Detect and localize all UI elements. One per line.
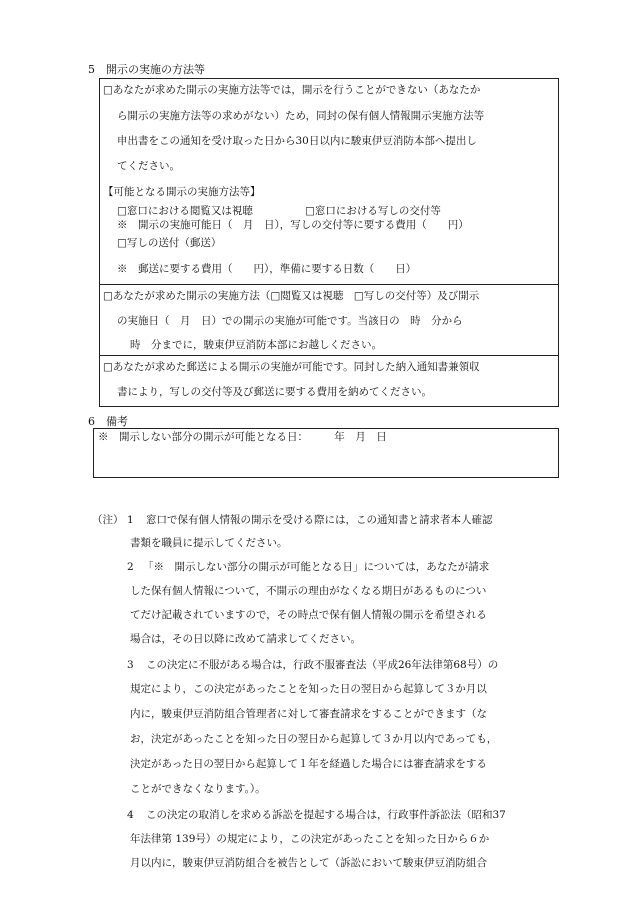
section6-heading: 6 備考 (88, 415, 128, 428)
box1-line3: 申出書をこの通知を受け取った日から30日以内に駿東伊豆消防本部へ提出し (117, 135, 477, 147)
note-available-date-fee: ※ 開示の実施可能日（ 月 日），写しの交付等に要する費用（ 円） (117, 219, 469, 231)
note3-line3: 内に，駿東伊豆消防組合管理者に対して審査請求をすることができます（な (130, 708, 487, 720)
remark-nondisclosure-date: ※ 開示しない部分の開示が可能となる日： 年 月 日 (98, 431, 387, 443)
note-mail-fee-days: ※ 郵送に要する費用（ 円），準備に要する日数（ 日） (117, 263, 417, 275)
option-copy-at-counter: □窓口における写しの交付等 (305, 205, 441, 217)
note2-number: 2 (127, 561, 134, 573)
box1-line2: ら開示の実施方法等の求めがない）ため，同封の保有個人情報開示実施方法等 (117, 110, 485, 122)
note2-line3: てだけ記載されていますので，その時点で保有個人情報の開示を希望される (130, 609, 487, 621)
note1-line1: 窓口で保有個人情報の開示を受ける際には，この通知書と請求者本人確認 (146, 514, 493, 526)
note3-line2: 規定により，この決定があったことを知った日の翌日から起算して３か月以 (130, 683, 487, 695)
notes-label: （注） (92, 514, 124, 526)
box2-line2: の実施日（ 月 日）での開示の実施が可能です。当該日の 時 分から (117, 315, 463, 327)
note1-number: 1 (127, 514, 134, 526)
note3-line4: お，決定があったことを知った日の翌日から起算して３か月以内であっても， (130, 733, 498, 745)
box3-line2: 書により，写しの交付等及び郵送に要する費用を納めてください。 (117, 386, 432, 398)
note3-line6: ことができなくなります。）。 (130, 783, 266, 795)
box1-line1: □あなたが求めた開示の実施方法等では，開示を行うことができない（あなたか (103, 84, 481, 96)
section5-heading: 5 開示の実施の方法等 (88, 63, 205, 76)
option-copy-by-mail: □写しの送付（郵送） (117, 237, 222, 249)
options-heading: 【可能となる開示の実施方法等】 (103, 186, 261, 198)
box2-line1: □あなたが求めた開示の実施方法（□閲覧又は視聴 □写しの交付等）及び開示 (103, 290, 480, 302)
note4-number: 4 (127, 809, 134, 821)
box2-line3: 時 分までに，駿東伊豆消防本部にお越しください。 (130, 339, 382, 351)
note4-line2: 年法律第 139号）の規定により，この決定があったことを知った日から６か (130, 833, 490, 845)
box1-line4: てください。 (117, 160, 180, 172)
box3-line1: □あなたが求めた郵送による開示の実施が可能です。同封した納入通知書兼領収 (103, 361, 480, 373)
note4-line1: この決定の取消しを求める訴訟を提起する場合は，行政事件訴訟法（昭和37 (146, 809, 506, 821)
option-viewing-at-counter: □窓口における閲覧又は視聴 (117, 205, 253, 217)
note2-line1: 「※ 開示しない部分の開示が可能となる日」については，あなたが請求 (143, 561, 490, 573)
note3-line5: 決定があった日の翌日から起算して１年を経過した場合には審査請求をする (130, 758, 487, 770)
note2-line4: 場合は，その日以降に改めて請求してください。 (130, 633, 361, 645)
note4-line3: 月以内に，駿東伊豆消防組合を被告として（訴訟において駿東伊豆消防組合 (130, 857, 487, 869)
note3-number: 3 (127, 659, 134, 671)
note1-line2: 書類を職員に提示してください。 (130, 537, 288, 549)
note2-line2: した保有個人情報について，不開示の理由がなくなる期日があるものについ (130, 585, 487, 597)
note3-line1: この決定に不服がある場合は，行政不服審査法（平成26年法律第68号）の (146, 659, 499, 671)
